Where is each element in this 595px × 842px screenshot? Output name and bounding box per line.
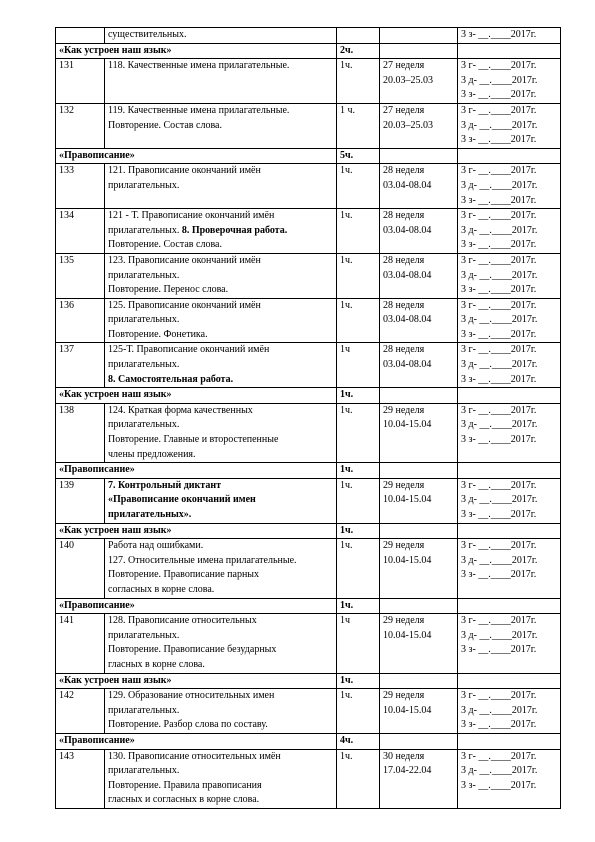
lesson-plan-table: [55, 27, 561, 809]
dates-cell: [458, 523, 561, 539]
topic-text: 129. Образование относительных имен: [108, 690, 275, 702]
topic-text: прилагательных.: [108, 359, 180, 371]
topic-line: [108, 764, 333, 779]
lesson-topic: [105, 614, 337, 673]
class-date-line: 3 г- __.____2017г.: [461, 165, 537, 177]
dates-cell: [458, 463, 561, 479]
lesson-row: [56, 209, 561, 254]
class-date-line: 3 з- __.____2017г.: [461, 569, 537, 581]
section-title: «Правописание»: [56, 148, 337, 164]
topic-text: существительных.: [108, 29, 187, 40]
topic-line: [108, 583, 333, 598]
lesson-hours: 1ч.: [337, 478, 380, 523]
class-date-line: 3 г- __.____2017г.: [461, 404, 537, 416]
class-date-line: 3 з- __.____2017г.: [461, 644, 537, 656]
topic-line: [108, 643, 333, 658]
topic-text: прилагательных.: [108, 419, 180, 431]
topic-line: [108, 539, 333, 554]
section-row: [56, 598, 561, 614]
week-line: 17.04-22.04: [383, 765, 432, 777]
topic-text: Работа над ошибками.: [108, 540, 204, 552]
lesson-number: 132: [56, 103, 105, 148]
class-date-line: 3 г- __.____2017г.: [461, 690, 537, 702]
section-row: [56, 523, 561, 539]
lesson-row: [56, 614, 561, 673]
topic-text: прилагательных.: [108, 765, 180, 777]
week-line: 29 неделя: [383, 615, 425, 627]
lesson-dates: [458, 689, 561, 734]
lesson-hours: 1ч.: [337, 539, 380, 598]
lesson-hours: [337, 28, 380, 44]
class-date-line: 3 з- __.____2017г.: [461, 89, 537, 101]
topic-line: [108, 554, 333, 569]
section-row: [56, 388, 561, 404]
topic-line: [108, 658, 333, 673]
section-hours: 4ч.: [337, 733, 380, 749]
class-date-line: 3 з- __.____2017г.: [461, 328, 537, 340]
week-line: 28 неделя: [383, 165, 425, 177]
lesson-week: [380, 59, 458, 104]
class-date-line: 3 д- __.____2017г.: [461, 119, 538, 131]
class-date-line: 3 г- __.____2017г.: [461, 60, 537, 72]
topic-line: [108, 299, 333, 314]
week-line: 29 неделя: [383, 690, 425, 702]
week-line: 20.03–25.03: [383, 74, 433, 86]
week-line: 03.04-08.04: [383, 224, 432, 236]
lesson-topic: [105, 103, 337, 148]
section-title: «Правописание»: [56, 463, 337, 479]
topic-line: [108, 750, 333, 765]
lesson-number: 136: [56, 298, 105, 343]
topic-text: Повторение. Правописание безударных: [108, 644, 277, 656]
lesson-topic: [105, 59, 337, 104]
section-hours: 1ч.: [337, 523, 380, 539]
week-line: 28 неделя: [383, 210, 425, 222]
lesson-hours: 1ч: [337, 343, 380, 388]
lesson-week: [380, 689, 458, 734]
lesson-hours: 1ч.: [337, 59, 380, 104]
class-date-line: 3 г- __.____2017г.: [461, 344, 537, 356]
dates-cell: [458, 733, 561, 749]
topic-text: 123. Правописание окончаний имён: [108, 254, 261, 266]
topic-line: [108, 373, 333, 388]
class-date-line: 3 д- __.____2017г.: [461, 224, 538, 236]
topic-line: [108, 343, 333, 358]
week-line: 03.04-08.04: [383, 269, 432, 281]
lesson-week: [380, 478, 458, 523]
topic-line: [108, 254, 333, 269]
topic-line: [108, 629, 333, 644]
week-line: 03.04-08.04: [383, 179, 432, 191]
section-title: «Правописание»: [56, 598, 337, 614]
topic-line: [108, 328, 333, 343]
lesson-topic: [105, 298, 337, 343]
lesson-dates: [458, 209, 561, 254]
class-date-line: 3 з- __.____2017г.: [461, 134, 537, 146]
lesson-week: [380, 749, 458, 808]
lesson-row: [56, 689, 561, 734]
topic-text: прилагательных.: [108, 704, 180, 716]
lesson-row: [56, 539, 561, 598]
lesson-dates: [458, 478, 561, 523]
topic-line: [108, 119, 333, 134]
lesson-topic: [105, 28, 337, 44]
lesson-row: [56, 253, 561, 298]
section-title: «Правописание»: [56, 733, 337, 749]
lesson-hours: 1ч: [337, 614, 380, 673]
topic-text: Повторение. Состав слова.: [108, 119, 222, 131]
lesson-topic: [105, 749, 337, 808]
topic-text: 127. Относительные имена прилагательные.: [108, 554, 297, 566]
class-date-line: 3 г- __.____2017г.: [461, 299, 537, 311]
week-line: 03.04-08.04: [383, 314, 432, 326]
section-row: [56, 148, 561, 164]
topic-line: [108, 418, 333, 433]
lesson-week: [380, 253, 458, 298]
section-hours: 5ч.: [337, 148, 380, 164]
topic-text: 130. Правописание относительных имён: [108, 750, 281, 762]
topic-text: прилагательных.: [108, 629, 180, 641]
class-date-line: 3 д- __.____2017г.: [461, 554, 538, 566]
class-date-line: 3 д- __.____2017г.: [461, 419, 538, 431]
lesson-row: [56, 343, 561, 388]
class-date-line: 3 з- __.____2017г.: [461, 284, 537, 296]
topic-line: [108, 404, 333, 419]
topic-text: 121. Правописание окончаний имён: [108, 165, 261, 177]
lesson-week: [380, 403, 458, 462]
class-date-line: 3 г- __.____2017г.: [461, 750, 537, 762]
lesson-row: [56, 298, 561, 343]
class-date-line: 3 з- __.____2017г.: [461, 29, 537, 40]
topic-text: 125. Правописание окончаний имён: [108, 299, 261, 311]
dates-cell: [458, 598, 561, 614]
topic-line: [108, 508, 333, 523]
lesson-hours: 1ч.: [337, 403, 380, 462]
lesson-week: [380, 614, 458, 673]
class-date-line: 3 г- __.____2017г.: [461, 210, 537, 222]
lesson-row: [56, 59, 561, 104]
lesson-topic: [105, 539, 337, 598]
lesson-topic: [105, 343, 337, 388]
class-date-line: 3 г- __.____2017г.: [461, 104, 537, 116]
lesson-number: 143: [56, 749, 105, 808]
dates-cell: [458, 673, 561, 689]
topic-text: члены предложения.: [108, 448, 196, 460]
lesson-topic: [105, 164, 337, 209]
lesson-week: [380, 209, 458, 254]
lesson-row: [56, 28, 561, 44]
week-line: 28 неделя: [383, 344, 425, 356]
lesson-topic: [105, 403, 337, 462]
section-hours: 1ч.: [337, 598, 380, 614]
lesson-hours: 1ч.: [337, 749, 380, 808]
class-date-line: 3 д- __.____2017г.: [461, 314, 538, 326]
topic-text: гласных в корне слова.: [108, 658, 205, 670]
lesson-number: 137: [56, 343, 105, 388]
week-line: 10.04-15.04: [383, 419, 432, 431]
week-line: 29 неделя: [383, 404, 425, 416]
class-date-line: 3 д- __.____2017г.: [461, 704, 538, 716]
topic-text: Повторение. Главные и второстепенные: [108, 434, 279, 446]
lesson-dates: [458, 28, 561, 44]
topic-bold-text: 8. Проверочная работа.: [181, 224, 288, 236]
topic-text: прилагательных.: [108, 269, 180, 281]
topic-line: [108, 704, 333, 719]
dates-cell: [458, 148, 561, 164]
class-date-line: 3 г- __.____2017г.: [461, 254, 537, 266]
lesson-topic: [105, 253, 337, 298]
topic-bold-text: прилагательных».: [108, 509, 192, 520]
topic-bold-text: 7. Контрольный диктант: [108, 479, 221, 491]
topic-text: 128. Правописание относительных: [108, 615, 257, 627]
week-line: 03.04-08.04: [383, 359, 432, 371]
class-date-line: 3 д- __.____2017г.: [461, 74, 538, 86]
topic-line: [108, 28, 333, 43]
topic-text: Повторение. Правописание парных: [108, 569, 260, 581]
topic-text: прилагательных.: [108, 179, 180, 191]
topic-line: [108, 793, 333, 808]
lesson-number: 131: [56, 59, 105, 104]
class-date-line: 3 д- __.____2017г.: [461, 179, 538, 191]
class-date-line: 3 з- __.____2017г.: [461, 509, 537, 520]
topic-bold-text: «Правописание окончаний имен: [108, 494, 256, 506]
topic-text: 124. Краткая форма качественных: [108, 404, 253, 416]
topic-bold-text: 8. Самостоятельная работа.: [108, 373, 234, 385]
topic-line: [108, 224, 333, 239]
topic-line: [108, 209, 333, 224]
week-cell: [380, 463, 458, 479]
lesson-hours: 1 ч.: [337, 103, 380, 148]
week-cell: [380, 733, 458, 749]
section-title: «Как устроен наш язык»: [56, 673, 337, 689]
topic-line: [108, 59, 333, 74]
class-date-line: 3 з- __.____2017г.: [461, 434, 537, 446]
lesson-week: [380, 28, 458, 44]
lesson-dates: [458, 749, 561, 808]
topic-text: 118. Качественные имена прилагательные.: [108, 60, 290, 72]
week-cell: [380, 43, 458, 59]
class-date-line: 3 г- __.____2017г.: [461, 479, 537, 491]
lesson-dates: [458, 343, 561, 388]
week-line: 10.04-15.04: [383, 554, 432, 566]
class-date-line: 3 д- __.____2017г.: [461, 629, 538, 641]
lesson-week: [380, 164, 458, 209]
lesson-dates: [458, 164, 561, 209]
topic-line: [108, 358, 333, 373]
section-title: «Как устроен наш язык»: [56, 388, 337, 404]
topic-text: Повторение. Разбор слова по составу.: [108, 719, 268, 731]
topic-text: Повторение. Фонетика.: [108, 328, 208, 340]
topic-text: прилагательных.: [108, 314, 180, 326]
week-line: 27 неделя: [383, 104, 425, 116]
lesson-topic: [105, 478, 337, 523]
section-row: [56, 43, 561, 59]
lesson-row: [56, 403, 561, 462]
section-hours: 1ч.: [337, 388, 380, 404]
class-date-line: 3 з- __.____2017г.: [461, 373, 537, 385]
topic-line: [108, 164, 333, 179]
lesson-number: [56, 28, 105, 44]
section-title: «Как устроен наш язык»: [56, 523, 337, 539]
topic-line: [108, 779, 333, 794]
week-line: 27 неделя: [383, 60, 425, 72]
lesson-dates: [458, 403, 561, 462]
week-line: 29 неделя: [383, 479, 425, 491]
week-line: 28 неделя: [383, 254, 425, 266]
class-date-line: 3 д- __.____2017г.: [461, 269, 538, 281]
class-date-line: 3 д- __.____2017г.: [461, 765, 538, 777]
lesson-row: [56, 749, 561, 808]
topic-line: [108, 493, 333, 508]
topic-line: [108, 283, 333, 298]
topic-text: 125-Т. Правописание окончаний имён: [108, 344, 270, 356]
class-date-line: 3 д- __.____2017г.: [461, 494, 538, 506]
week-line: 20.03–25.03: [383, 119, 433, 131]
topic-line: [108, 433, 333, 448]
lesson-dates: [458, 298, 561, 343]
class-date-line: 3 г- __.____2017г.: [461, 615, 537, 627]
schedule-page: [55, 27, 560, 809]
lesson-number: 142: [56, 689, 105, 734]
lesson-number: 133: [56, 164, 105, 209]
section-row: [56, 673, 561, 689]
section-row: [56, 463, 561, 479]
lesson-hours: 1ч.: [337, 298, 380, 343]
lesson-number: 138: [56, 403, 105, 462]
topic-text: 121 - Т. Правописание окончаний имён: [108, 210, 275, 222]
lesson-hours: 1ч.: [337, 209, 380, 254]
lesson-week: [380, 539, 458, 598]
topic-text: Повторение. Состав слова.: [108, 239, 222, 251]
week-cell: [380, 598, 458, 614]
topic-text: прилагательных.: [108, 224, 182, 236]
lesson-number: 134: [56, 209, 105, 254]
week-cell: [380, 388, 458, 404]
topic-text: Повторение. Перенос слова.: [108, 284, 229, 296]
topic-line: [108, 179, 333, 194]
section-title: «Как устроен наш язык»: [56, 43, 337, 59]
week-line: 10.04-15.04: [383, 629, 432, 641]
lesson-hours: 1ч.: [337, 689, 380, 734]
week-cell: [380, 673, 458, 689]
week-cell: [380, 148, 458, 164]
week-line: 10.04-15.04: [383, 704, 432, 716]
lesson-week: [380, 103, 458, 148]
class-date-line: 3 з- __.____2017г.: [461, 239, 537, 251]
class-date-line: 3 з- __.____2017г.: [461, 779, 537, 791]
lesson-row: [56, 478, 561, 523]
lesson-week: [380, 343, 458, 388]
topic-line: [108, 614, 333, 629]
week-line: 10.04-15.04: [383, 494, 432, 506]
lesson-week: [380, 298, 458, 343]
week-line: 30 неделя: [383, 750, 425, 762]
topic-line: [108, 689, 333, 704]
topic-line: [108, 269, 333, 284]
class-date-line: 3 г- __.____2017г.: [461, 540, 537, 552]
lesson-topic: [105, 209, 337, 254]
topic-line: [108, 479, 333, 494]
week-line: 28 неделя: [383, 299, 425, 311]
topic-line: [108, 568, 333, 583]
section-hours: 1ч.: [337, 673, 380, 689]
topic-line: [108, 238, 333, 253]
lesson-topic: [105, 689, 337, 734]
topic-text: 119. Качественные имена прилагательные.: [108, 104, 290, 116]
lesson-number: 135: [56, 253, 105, 298]
lesson-number: 141: [56, 614, 105, 673]
topic-line: [108, 718, 333, 733]
lesson-dates: [458, 539, 561, 598]
dates-cell: [458, 43, 561, 59]
lesson-hours: 1ч.: [337, 164, 380, 209]
week-line: 29 неделя: [383, 540, 425, 552]
lesson-dates: [458, 59, 561, 104]
lesson-dates: [458, 253, 561, 298]
lesson-hours: 1ч.: [337, 253, 380, 298]
section-hours: 2ч.: [337, 43, 380, 59]
class-date-line: 3 д- __.____2017г.: [461, 359, 538, 371]
topic-text: согласных в корне слова.: [108, 583, 215, 595]
lesson-dates: [458, 614, 561, 673]
class-date-line: 3 з- __.____2017г.: [461, 194, 537, 206]
lesson-dates: [458, 103, 561, 148]
lesson-number: 140: [56, 539, 105, 598]
week-cell: [380, 523, 458, 539]
topic-line: [108, 104, 333, 119]
topic-line: [108, 448, 333, 463]
lesson-plan-body: [56, 28, 561, 809]
lesson-number: 139: [56, 478, 105, 523]
lesson-row: [56, 103, 561, 148]
section-row: [56, 733, 561, 749]
dates-cell: [458, 388, 561, 404]
section-hours: 1ч.: [337, 463, 380, 479]
topic-text: Повторение. Правила правописания: [108, 779, 262, 791]
topic-line: [108, 313, 333, 328]
class-date-line: 3 з- __.____2017г.: [461, 719, 537, 731]
lesson-row: [56, 164, 561, 209]
topic-text: гласных и согласных в корне слова.: [108, 794, 260, 806]
